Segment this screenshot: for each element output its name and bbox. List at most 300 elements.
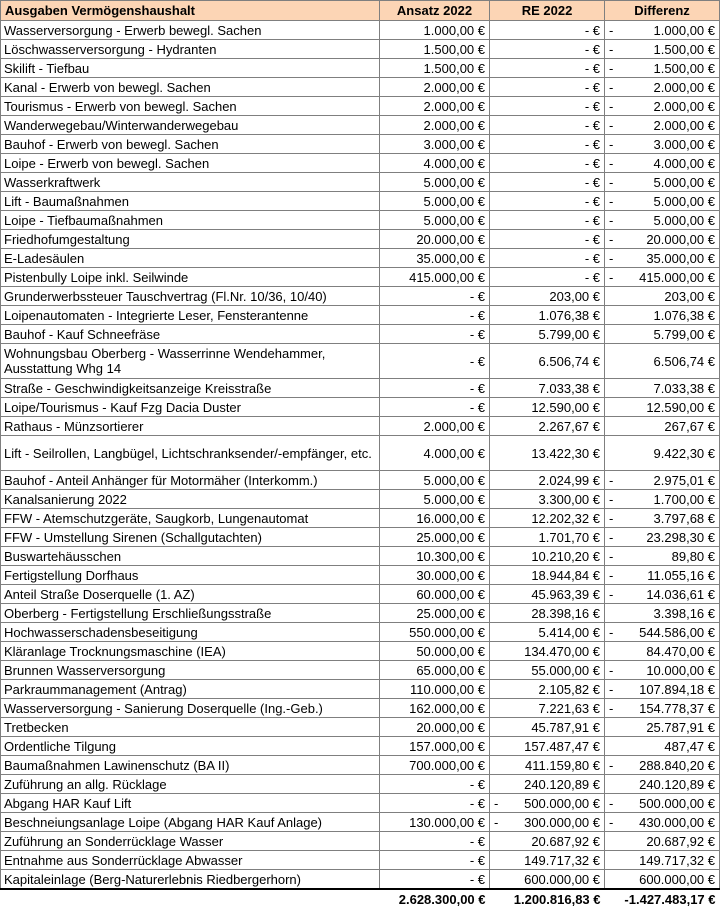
table-row <box>1 268 720 287</box>
re-amount: 18.944,84 € <box>531 567 600 583</box>
cell-differenz <box>605 268 720 287</box>
cell-ansatz: - € <box>380 325 490 344</box>
re-amount: 300.000,00 € <box>524 814 600 830</box>
table-row <box>1 59 720 78</box>
table-row <box>1 154 720 173</box>
table-row <box>1 794 720 813</box>
cell-description: E-Ladesäulen <box>1 249 380 268</box>
cell-differenz <box>605 775 720 794</box>
diff-amount: 9.422,30 € <box>653 445 715 461</box>
cell-ansatz: 5.000,00 € <box>380 211 490 230</box>
re-amount: 12.590,00 € <box>531 399 600 415</box>
re-amount: - € <box>584 79 600 95</box>
negative-sign: - <box>494 814 499 830</box>
cell-ansatz: 2.000,00 € <box>380 116 490 135</box>
negative-sign: - <box>609 155 614 171</box>
cell-re <box>490 211 605 230</box>
cell-re <box>490 585 605 604</box>
re-amount: 45.787,91 € <box>531 719 600 735</box>
cell-ansatz: 65.000,00 € <box>380 661 490 680</box>
re-amount: - € <box>584 212 600 228</box>
table-row <box>1 192 720 211</box>
cell-re <box>490 436 605 471</box>
cell-re <box>490 813 605 832</box>
diff-amount: 20.000,00 € <box>646 231 715 247</box>
cell-differenz <box>605 192 720 211</box>
cell-description: Tourismus - Erwerb von bewegl. Sachen <box>1 97 380 116</box>
cell-ansatz: - € <box>380 870 490 890</box>
table-row <box>1 471 720 490</box>
re-amount: - € <box>584 155 600 171</box>
table-row <box>1 40 720 59</box>
negative-sign: - <box>609 529 614 545</box>
table-row <box>1 566 720 585</box>
cell-description: Grunderwerbssteuer Tauschvertrag (Fl.Nr. 10/36, 10/40) <box>1 287 380 306</box>
cell-description: Loipe - Erwerb von bewegl. Sachen <box>1 154 380 173</box>
cell-description: Kanalsanierung 2022 <box>1 490 380 509</box>
cell-ansatz: 16.000,00 € <box>380 509 490 528</box>
cell-ansatz: - € <box>380 398 490 417</box>
cell-description: Wanderwegebau/Winterwanderwegebau <box>1 116 380 135</box>
header-differenz: Differenz <box>605 1 720 21</box>
table-row <box>1 832 720 851</box>
cell-ansatz: 110.000,00 € <box>380 680 490 699</box>
re-amount: 28.398,16 € <box>531 605 600 621</box>
cell-re <box>490 680 605 699</box>
cell-description: Buswartehäusschen <box>1 547 380 566</box>
table-row <box>1 680 720 699</box>
cell-differenz <box>605 116 720 135</box>
re-amount: - € <box>584 22 600 38</box>
cell-re <box>490 40 605 59</box>
cell-re <box>490 661 605 680</box>
table-row <box>1 851 720 870</box>
cell-ansatz: 415.000,00 € <box>380 268 490 287</box>
negative-sign: - <box>609 117 614 133</box>
table-body <box>1 21 720 890</box>
diff-amount: 107.894,18 € <box>639 681 715 697</box>
cell-description: Skilift - Tiefbau <box>1 59 380 78</box>
table-row <box>1 211 720 230</box>
table-row <box>1 813 720 832</box>
negative-sign: - <box>609 681 614 697</box>
table-row <box>1 398 720 417</box>
totals-row <box>1 889 720 909</box>
re-amount: 7.033,38 € <box>538 380 600 396</box>
re-amount: 45.963,39 € <box>531 586 600 602</box>
cell-ansatz: 2.000,00 € <box>380 97 490 116</box>
cell-differenz <box>605 436 720 471</box>
cell-differenz <box>605 249 720 268</box>
cell-differenz <box>605 230 720 249</box>
diff-amount: 23.298,30 € <box>646 529 715 545</box>
cell-re <box>490 59 605 78</box>
cell-ansatz: 20.000,00 € <box>380 718 490 737</box>
cell-ansatz: 4.000,00 € <box>380 436 490 471</box>
cell-re <box>490 249 605 268</box>
cell-description: Straße - Geschwindigkeitsanzeige Kreisstraße <box>1 379 380 398</box>
cell-differenz <box>605 718 720 737</box>
table-row <box>1 230 720 249</box>
cell-ansatz: 50.000,00 € <box>380 642 490 661</box>
diff-amount: 35.000,00 € <box>646 250 715 266</box>
re-amount: - € <box>584 231 600 247</box>
diff-amount: 203,00 € <box>664 288 715 304</box>
re-amount: 411.159,80 € <box>525 757 600 773</box>
cell-differenz <box>605 680 720 699</box>
cell-differenz <box>605 642 720 661</box>
cell-differenz <box>605 756 720 775</box>
re-amount: 10.210,20 € <box>531 548 600 564</box>
diff-amount: 89,80 € <box>671 548 715 564</box>
cell-ansatz: - € <box>380 306 490 325</box>
cell-re <box>490 623 605 642</box>
cell-re <box>490 173 605 192</box>
negative-sign: - <box>609 231 614 247</box>
re-amount: 5.414,00 € <box>538 624 600 640</box>
table-row <box>1 116 720 135</box>
cell-differenz <box>605 59 720 78</box>
diff-amount: 7.033,38 € <box>653 380 715 396</box>
cell-ansatz: 550.000,00 € <box>380 623 490 642</box>
diff-amount: 20.687,92 € <box>646 833 715 849</box>
diff-amount: 5.000,00 € <box>653 174 715 190</box>
re-amount: 203,00 € <box>549 288 600 304</box>
re-amount: 1.076,38 € <box>538 307 600 323</box>
cell-description: Brunnen Wasserversorgung <box>1 661 380 680</box>
cell-re <box>490 268 605 287</box>
re-amount: 20.687,92 € <box>531 833 600 849</box>
re-amount: - € <box>584 136 600 152</box>
re-amount: - € <box>584 269 600 285</box>
diff-amount: 1.500,00 € <box>653 60 715 76</box>
cell-differenz <box>605 21 720 40</box>
cell-description: Bauhof - Erwerb von bewegl. Sachen <box>1 135 380 154</box>
table-row <box>1 173 720 192</box>
cell-ansatz: 1.500,00 € <box>380 59 490 78</box>
diff-amount: 1.700,00 € <box>653 491 715 507</box>
cell-description: Kanal - Erwerb von bewegl. Sachen <box>1 78 380 97</box>
table-row <box>1 287 720 306</box>
re-amount: - € <box>584 98 600 114</box>
negative-sign: - <box>609 60 614 76</box>
re-amount: 157.487,47 € <box>524 738 600 754</box>
total-ansatz: 2.628.300,00 € <box>380 889 490 909</box>
cell-description: Kapitaleinlage (Berg-Naturerlebnis Riedbergerhorn) <box>1 870 380 890</box>
diff-amount: 4.000,00 € <box>653 155 715 171</box>
re-amount: 7.221,63 € <box>538 700 600 716</box>
cell-ansatz: 5.000,00 € <box>380 192 490 211</box>
cell-ansatz: 1.000,00 € <box>380 21 490 40</box>
cell-differenz <box>605 211 720 230</box>
cell-re <box>490 775 605 794</box>
total-diff: -1.427.483,17 € <box>605 889 720 909</box>
cell-differenz <box>605 851 720 870</box>
diff-amount: 12.590,00 € <box>646 399 715 415</box>
negative-sign: - <box>609 814 614 830</box>
diff-amount: 149.717,32 € <box>639 852 715 868</box>
cell-re <box>490 490 605 509</box>
cell-differenz <box>605 344 720 379</box>
cell-differenz <box>605 40 720 59</box>
cell-description: Loipe/Tourismus - Kauf Fzg Dacia Duster <box>1 398 380 417</box>
table-row <box>1 509 720 528</box>
table-row <box>1 642 720 661</box>
diff-amount: 430.000,00 € <box>639 814 715 830</box>
table-row <box>1 436 720 471</box>
cell-re <box>490 851 605 870</box>
negative-sign: - <box>609 472 614 488</box>
diff-amount: 2.000,00 € <box>653 79 715 95</box>
cell-ansatz: 700.000,00 € <box>380 756 490 775</box>
diff-amount: 5.799,00 € <box>653 326 715 342</box>
table-row <box>1 661 720 680</box>
re-amount: 13.422,30 € <box>531 445 600 461</box>
cell-description: Bauhof - Anteil Anhänger für Motormäher (Interkomm.) <box>1 471 380 490</box>
table-row <box>1 490 720 509</box>
negative-sign: - <box>609 548 614 564</box>
table-row <box>1 870 720 890</box>
cell-differenz <box>605 566 720 585</box>
cell-description: Wasserversorgung - Erwerb bewegl. Sachen <box>1 21 380 40</box>
cell-description: Parkraummanagement (Antrag) <box>1 680 380 699</box>
cell-description: Wasserversorgung - Sanierung Doserquelle (Ing.-Geb.) <box>1 699 380 718</box>
diff-amount: 2.975,01 € <box>653 472 715 488</box>
diff-amount: 3.000,00 € <box>653 136 715 152</box>
cell-re <box>490 832 605 851</box>
cell-description: Wohnungsbau Oberberg - Wasserrinne Wendehammer, Ausstattung Whg 14 <box>1 344 380 379</box>
cell-description: Hochwasserschadensbeseitigung <box>1 623 380 642</box>
cell-differenz <box>605 78 720 97</box>
cell-re <box>490 398 605 417</box>
diff-amount: 84.470,00 € <box>646 643 715 659</box>
cell-differenz <box>605 509 720 528</box>
diff-amount: 25.787,91 € <box>646 719 715 735</box>
cell-re <box>490 287 605 306</box>
negative-sign: - <box>609 250 614 266</box>
diff-amount: 154.778,37 € <box>639 700 715 716</box>
cell-differenz <box>605 490 720 509</box>
cell-ansatz: 4.000,00 € <box>380 154 490 173</box>
cell-re <box>490 154 605 173</box>
cell-differenz <box>605 417 720 436</box>
re-amount: 55.000,00 € <box>531 662 600 678</box>
table-row <box>1 756 720 775</box>
diff-amount: 5.000,00 € <box>653 193 715 209</box>
cell-differenz <box>605 737 720 756</box>
cell-ansatz: 10.300,00 € <box>380 547 490 566</box>
diff-amount: 11.055,16 € <box>647 567 715 583</box>
cell-ansatz: 5.000,00 € <box>380 490 490 509</box>
cell-re <box>490 230 605 249</box>
cell-differenz <box>605 306 720 325</box>
negative-sign: - <box>494 795 499 811</box>
cell-re <box>490 870 605 890</box>
cell-differenz <box>605 813 720 832</box>
cell-description: Pistenbully Loipe inkl. Seilwinde <box>1 268 380 287</box>
table-row <box>1 379 720 398</box>
cell-ansatz: - € <box>380 832 490 851</box>
diff-amount: 14.036,61 € <box>646 586 715 602</box>
diff-amount: 2.000,00 € <box>653 98 715 114</box>
cell-differenz <box>605 287 720 306</box>
cell-differenz <box>605 154 720 173</box>
cell-description: Entnahme aus Sonderrücklage Abwasser <box>1 851 380 870</box>
diff-amount: 3.797,68 € <box>653 510 715 526</box>
table-row <box>1 135 720 154</box>
re-amount: 240.120,89 € <box>524 776 600 792</box>
negative-sign: - <box>609 269 614 285</box>
diff-amount: 5.000,00 € <box>653 212 715 228</box>
re-amount: 3.300,00 € <box>538 491 600 507</box>
re-amount: 2.267,67 € <box>538 418 600 434</box>
cell-ansatz: 60.000,00 € <box>380 585 490 604</box>
diff-amount: 600.000,00 € <box>639 871 715 887</box>
table-row <box>1 547 720 566</box>
cell-re <box>490 325 605 344</box>
cell-description: Zuführung an allg. Rücklage <box>1 775 380 794</box>
cell-description: Tretbecken <box>1 718 380 737</box>
cell-re <box>490 379 605 398</box>
cell-description: Fertigstellung Dorfhaus <box>1 566 380 585</box>
table-row <box>1 585 720 604</box>
diff-amount: 1.076,38 € <box>653 307 715 323</box>
cell-re <box>490 528 605 547</box>
re-amount: - € <box>584 60 600 76</box>
cell-ansatz: 3.000,00 € <box>380 135 490 154</box>
cell-ansatz: - € <box>380 775 490 794</box>
cell-re <box>490 794 605 813</box>
cell-ansatz: - € <box>380 287 490 306</box>
diff-amount: 240.120,89 € <box>639 776 715 792</box>
re-amount: - € <box>584 117 600 133</box>
re-amount: - € <box>584 174 600 190</box>
cell-description: Loipe - Tiefbaumaßnahmen <box>1 211 380 230</box>
cell-description: Bauhof - Kauf Schneefräse <box>1 325 380 344</box>
cell-ansatz: 2.000,00 € <box>380 417 490 436</box>
cell-re <box>490 737 605 756</box>
negative-sign: - <box>609 491 614 507</box>
cell-ansatz: 25.000,00 € <box>380 528 490 547</box>
cell-description: Rathaus - Münzsortierer <box>1 417 380 436</box>
negative-sign: - <box>609 212 614 228</box>
cell-differenz <box>605 528 720 547</box>
cell-re <box>490 192 605 211</box>
cell-ansatz: 20.000,00 € <box>380 230 490 249</box>
re-amount: 500.000,00 € <box>524 795 600 811</box>
cell-re <box>490 78 605 97</box>
negative-sign: - <box>609 510 614 526</box>
re-amount: - € <box>584 193 600 209</box>
negative-sign: - <box>609 795 614 811</box>
re-amount: 5.799,00 € <box>538 326 600 342</box>
cell-ansatz: 5.000,00 € <box>380 471 490 490</box>
cell-ansatz: 35.000,00 € <box>380 249 490 268</box>
cell-description: Loipenautomaten - Integrierte Leser, Fensterantenne <box>1 306 380 325</box>
negative-sign: - <box>609 662 614 678</box>
cell-differenz <box>605 794 720 813</box>
cell-differenz <box>605 604 720 623</box>
cell-description: Baumaßnahmen Lawinenschutz (BA II) <box>1 756 380 775</box>
diff-amount: 500.000,00 € <box>639 795 715 811</box>
cell-differenz <box>605 870 720 890</box>
cell-description: Anteil Straße Doserquelle (1. AZ) <box>1 585 380 604</box>
cell-differenz <box>605 173 720 192</box>
re-amount: 2.024,99 € <box>538 472 600 488</box>
diff-amount: 6.506,74 € <box>653 353 715 369</box>
table-row <box>1 249 720 268</box>
header-description: Ausgaben Vermögenshaushalt <box>1 1 380 21</box>
cell-re <box>490 699 605 718</box>
cell-re <box>490 566 605 585</box>
cell-re <box>490 642 605 661</box>
negative-sign: - <box>609 174 614 190</box>
negative-sign: - <box>609 136 614 152</box>
table-row <box>1 417 720 436</box>
cell-re <box>490 756 605 775</box>
table-row <box>1 528 720 547</box>
diff-amount: 487,47 € <box>664 738 715 754</box>
cell-ansatz: 2.000,00 € <box>380 78 490 97</box>
diff-amount: 1.000,00 € <box>653 22 715 38</box>
cell-ansatz: - € <box>380 794 490 813</box>
negative-sign: - <box>609 22 614 38</box>
cell-ansatz: - € <box>380 379 490 398</box>
cell-differenz <box>605 832 720 851</box>
re-amount: 600.000,00 € <box>524 871 600 887</box>
table-row <box>1 306 720 325</box>
table-row <box>1 718 720 737</box>
diff-amount: 3.398,16 € <box>653 605 715 621</box>
cell-ansatz: 30.000,00 € <box>380 566 490 585</box>
cell-differenz <box>605 379 720 398</box>
cell-ansatz: - € <box>380 344 490 379</box>
diff-amount: 415.000,00 € <box>639 269 715 285</box>
cell-ansatz: 157.000,00 € <box>380 737 490 756</box>
table-row <box>1 699 720 718</box>
cell-differenz <box>605 325 720 344</box>
negative-sign: - <box>609 98 614 114</box>
table-row <box>1 97 720 116</box>
negative-sign: - <box>609 41 614 57</box>
negative-sign: - <box>609 193 614 209</box>
table-row <box>1 344 720 379</box>
header-ansatz: Ansatz 2022 <box>380 1 490 21</box>
negative-sign: - <box>609 79 614 95</box>
re-amount: 149.717,32 € <box>524 852 600 868</box>
cell-differenz <box>605 471 720 490</box>
cell-description: Abgang HAR Kauf Lift <box>1 794 380 813</box>
table-row <box>1 775 720 794</box>
cell-description: Oberberg - Fertigstellung Erschließungsstraße <box>1 604 380 623</box>
diff-amount: 10.000,00 € <box>646 662 715 678</box>
total-re: 1.200.816,83 € <box>490 889 605 909</box>
negative-sign: - <box>609 567 614 583</box>
cell-re <box>490 116 605 135</box>
re-amount: - € <box>584 41 600 57</box>
table-row <box>1 78 720 97</box>
cell-re <box>490 135 605 154</box>
cell-re <box>490 718 605 737</box>
re-amount: 12.202,32 € <box>531 510 600 526</box>
cell-ansatz: 1.500,00 € <box>380 40 490 59</box>
negative-sign: - <box>609 700 614 716</box>
header-row <box>1 1 720 21</box>
negative-sign: - <box>609 757 614 773</box>
cell-differenz <box>605 661 720 680</box>
cell-differenz <box>605 585 720 604</box>
cell-ansatz: - € <box>380 851 490 870</box>
